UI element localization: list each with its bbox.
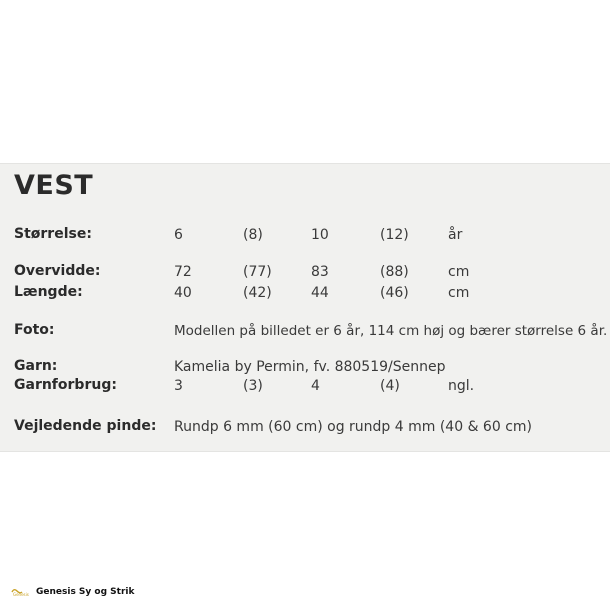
svg-text:Genesis: Genesis <box>13 592 29 597</box>
brand-name: Genesis Sy og Strik <box>36 587 135 597</box>
pattern-title: VEST <box>14 170 94 201</box>
size-value: (8) <box>243 227 263 243</box>
width-value: 72 <box>174 264 192 280</box>
length-value: (42) <box>243 285 272 301</box>
length-unit: cm <box>448 285 470 301</box>
width-unit: cm <box>448 264 470 280</box>
genesis-logo <box>10 587 30 597</box>
usage-unit: ngl. <box>448 378 475 394</box>
size-label: Størrelse: <box>14 226 92 242</box>
needles-label: Vejledende pinde: <box>14 418 157 434</box>
usage-value: (3) <box>243 378 263 394</box>
size-value: 10 <box>311 227 329 243</box>
photo-text: Modellen på billedet er 6 år, 114 cm høj og bærer størrelse 6 år. <box>174 323 608 339</box>
pattern-info-panel <box>0 163 610 452</box>
usage-value: (4) <box>380 378 400 394</box>
width-value: (88) <box>380 264 409 280</box>
yarn-text: Kamelia by Permin, fv. 880519/Sennep <box>174 359 446 375</box>
length-label: Længde: <box>14 284 83 300</box>
needles-text: Rundp 6 mm (60 cm) og rundp 4 mm (40 & 60 cm) <box>174 419 532 435</box>
size-value: (12) <box>380 227 409 243</box>
width-value: 83 <box>311 264 329 280</box>
width-label: Overvidde: <box>14 263 101 279</box>
length-value: 44 <box>311 285 329 301</box>
usage-label: Garnforbrug: <box>14 377 117 393</box>
footer-brand <box>10 585 134 599</box>
photo-label: Foto: <box>14 322 55 338</box>
usage-value: 4 <box>311 378 320 394</box>
size-unit: år <box>448 227 463 243</box>
width-value: (77) <box>243 264 272 280</box>
length-value: (46) <box>380 285 409 301</box>
size-value: 6 <box>174 227 183 243</box>
usage-value: 3 <box>174 378 183 394</box>
length-value: 40 <box>174 285 192 301</box>
yarn-label: Garn: <box>14 358 58 374</box>
